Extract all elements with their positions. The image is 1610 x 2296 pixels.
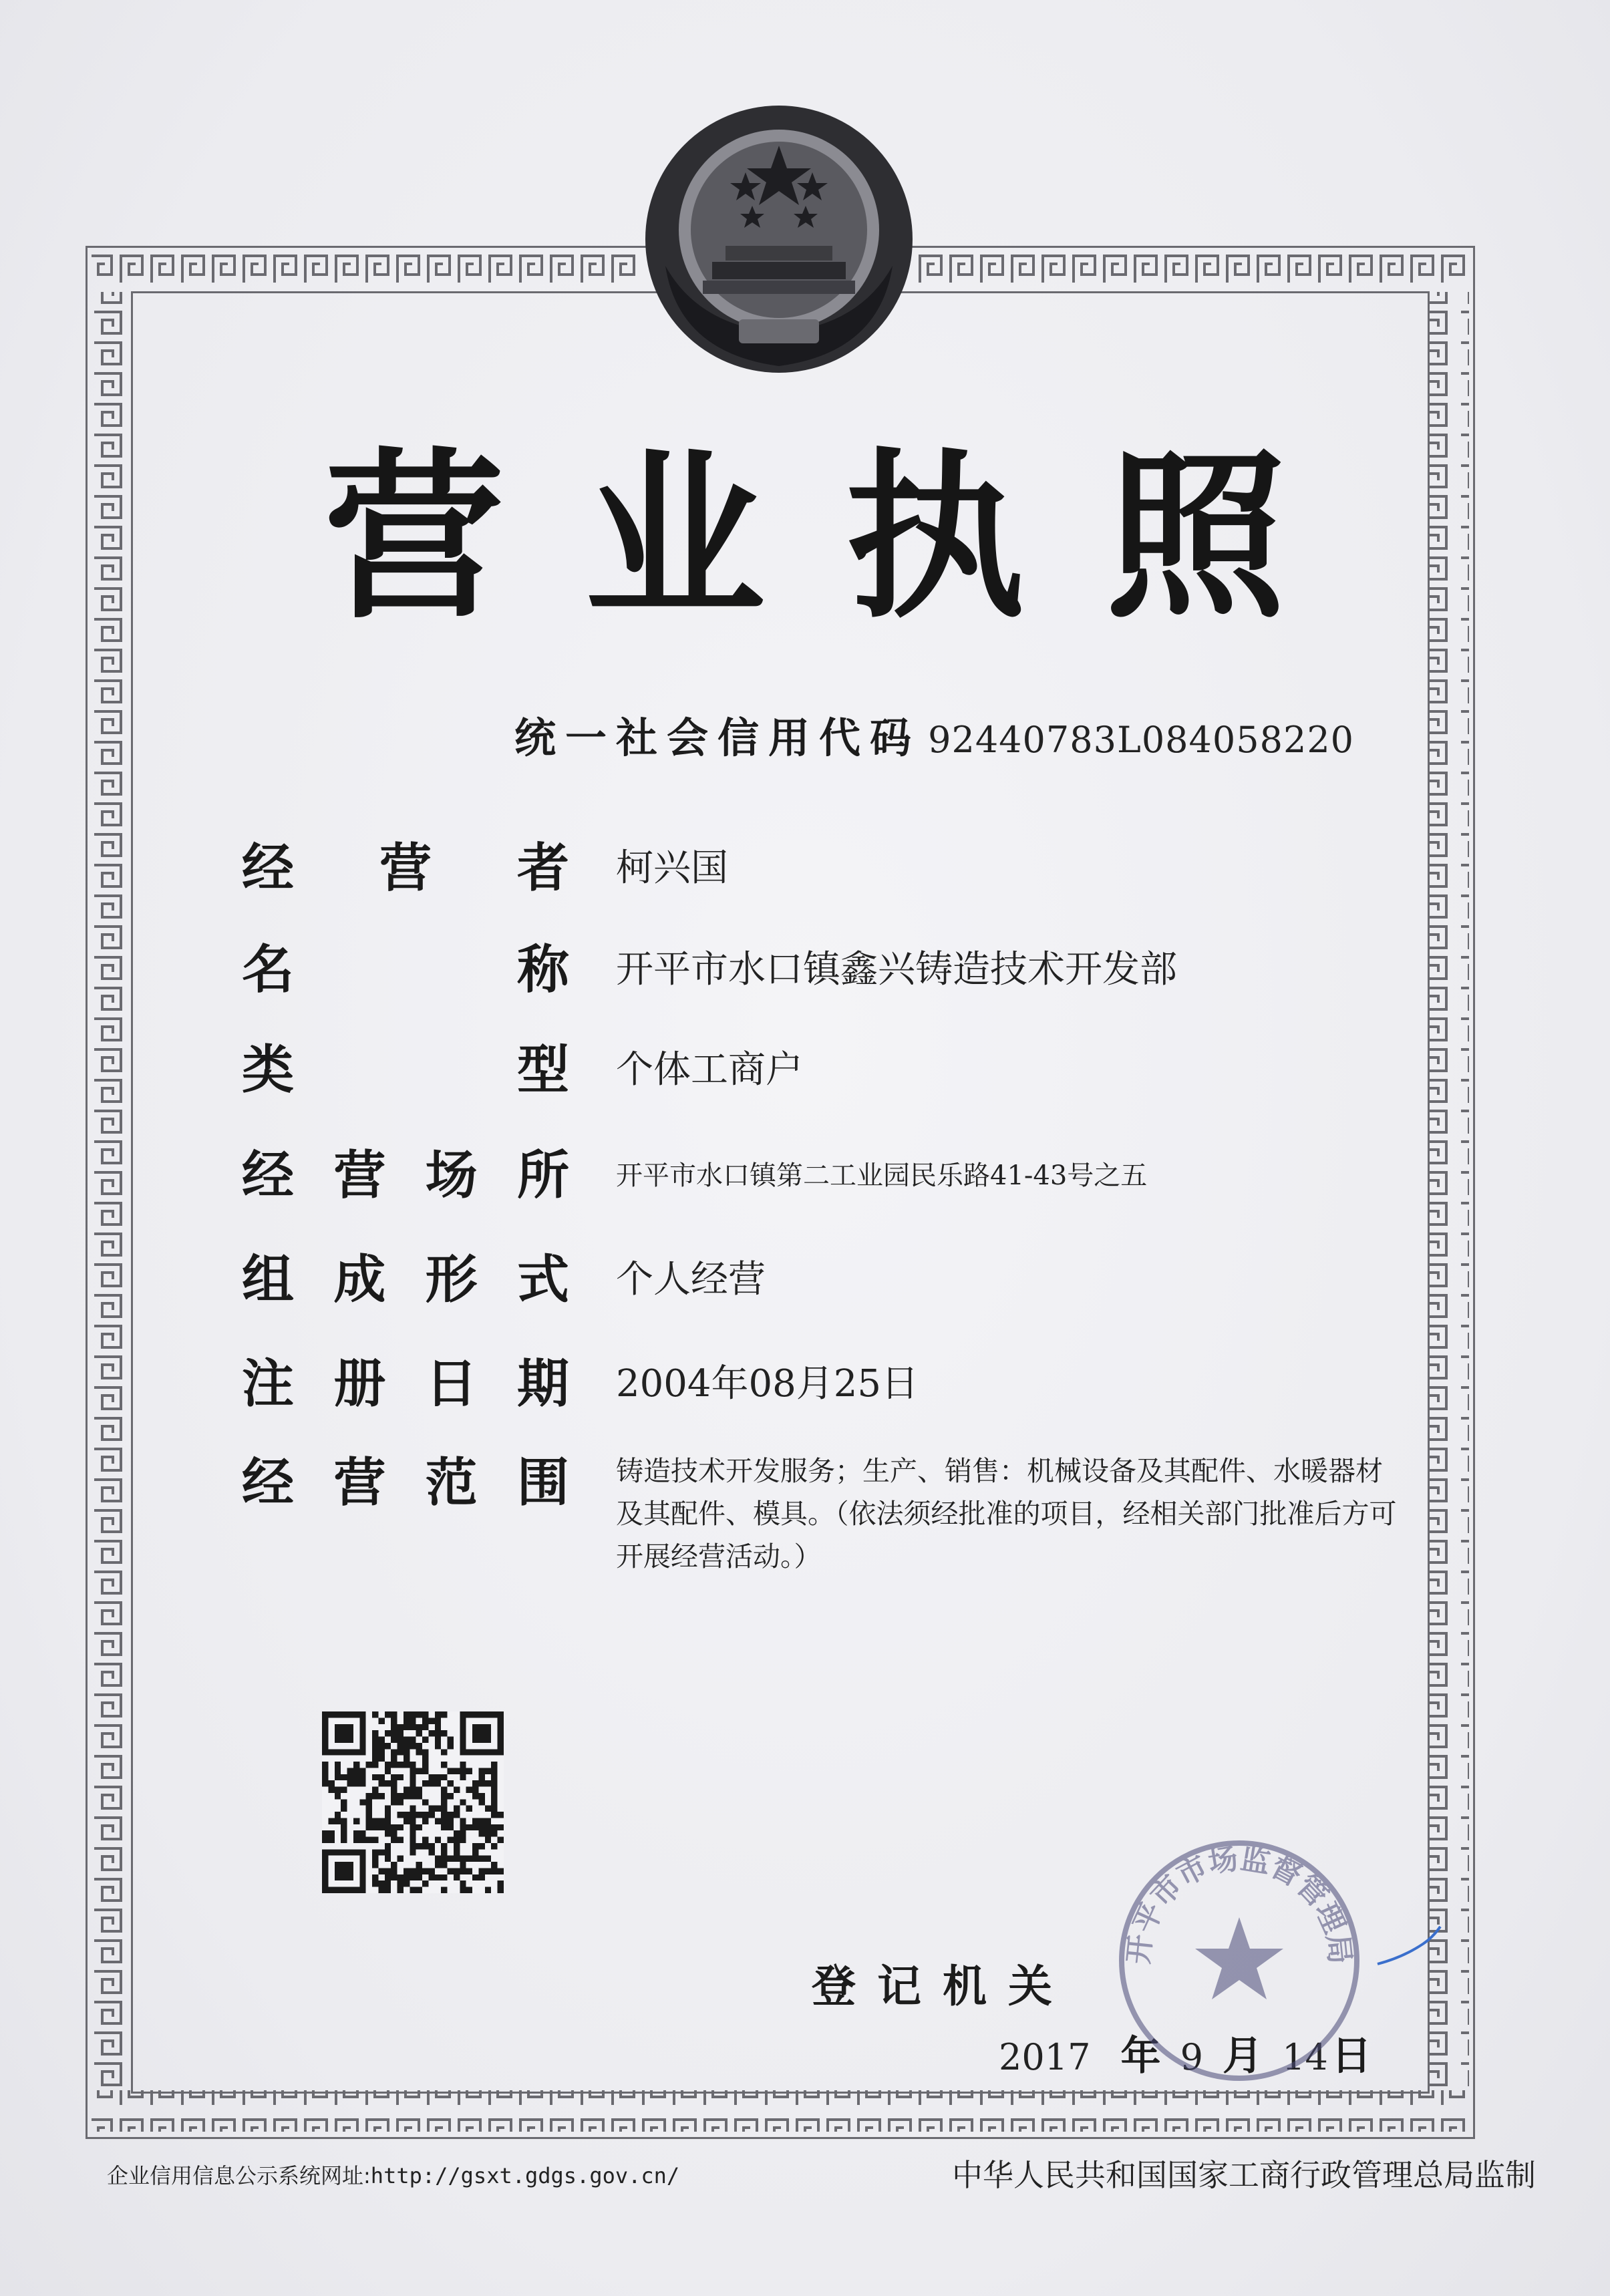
official-seal-icon — [1112, 1834, 1366, 2088]
document-title: 营业执照 — [324, 432, 1366, 643]
premises-value: 开平市水口镇第二工业园民乐路41-43号之五 — [616, 1160, 1148, 1191]
name-label: 名 称 — [242, 940, 569, 1000]
issue-month: 9 — [1180, 2036, 1203, 2078]
registration-date-value: 2004年08月25日 — [616, 1362, 919, 1406]
footer-supervisor: 中华人民共和国国家工商行政管理总局监制 — [952, 2157, 1536, 2193]
name-value: 开平市水口镇鑫兴铸造技术开发部 — [616, 948, 1177, 991]
national-emblem-icon — [639, 99, 919, 379]
credit-code-value: 92440783L084058220 — [928, 719, 1355, 761]
issue-year: 2017 — [999, 2036, 1091, 2078]
qr-code — [322, 1711, 504, 1893]
credit-code-label: 统一社会信用代码 — [514, 713, 921, 762]
credit-code-row — [514, 705, 1354, 765]
business-scope-value: 铸造技术开发服务；生产、销售：机械设备及其配件、水暖器材及其配件、模具。（依法须经批准的项目，经相关部门批准后方可开展经营活动。） — [616, 1455, 1397, 1573]
composition-label: 组 成 形 式 — [242, 1250, 569, 1310]
operator-value: 柯兴国 — [616, 846, 728, 890]
registration-date-label: 注 册 日 期 — [242, 1354, 569, 1414]
business-scope-label: 经 营 范 围 — [242, 1453, 569, 1513]
seal-text: 开平市市场监督管理局 — [1121, 1841, 1357, 1966]
registration-authority-label: 登记机关 — [812, 1961, 1074, 2012]
type-value: 个体工商户 — [616, 1048, 803, 1092]
website-url[interactable]: http://gsxt.gdgs.gov.cn/ — [370, 2163, 680, 2188]
day-unit: 日 — [1331, 2033, 1372, 2080]
premises-label: 经 营 场 所 — [242, 1146, 569, 1206]
composition-value: 个人经营 — [616, 1258, 766, 1301]
pen-stroke — [1376, 1924, 1443, 1977]
month-unit: 月 — [1223, 2033, 1263, 2080]
website-label: 企业信用信息公示系统网址: — [107, 2163, 371, 2188]
operator-label: 经 营 者 — [242, 838, 569, 898]
year-unit: 年 — [1120, 2033, 1161, 2080]
type-label: 类 型 — [242, 1040, 569, 1100]
issue-day: 14 — [1282, 2036, 1328, 2078]
footer-website — [107, 2159, 679, 2190]
